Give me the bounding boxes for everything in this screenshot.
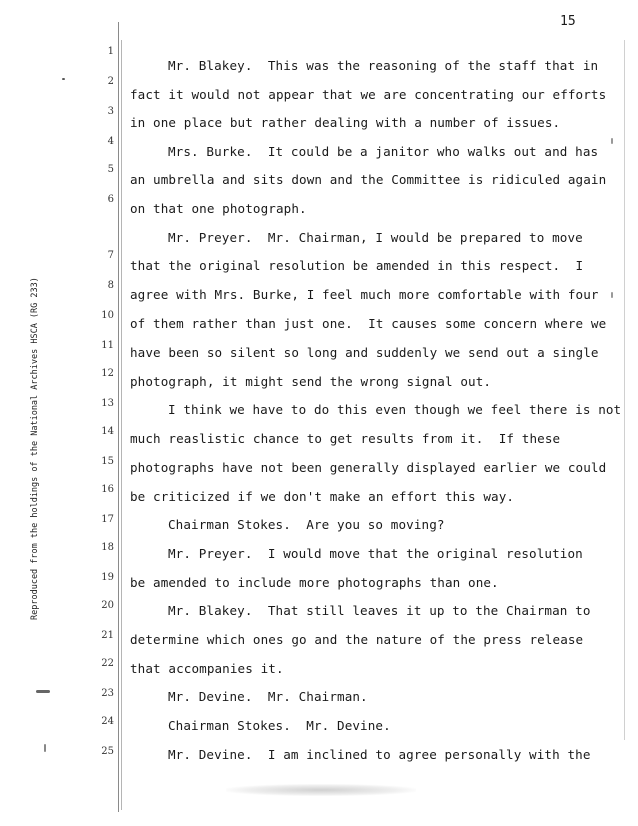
transcript-line: much reaslistic chance to get results from it. If these	[130, 431, 561, 446]
line-number: 25	[101, 746, 114, 757]
line-number: 21	[101, 630, 114, 641]
line-number: 4	[107, 136, 114, 147]
line-number: 3	[107, 106, 114, 117]
line-number: 12	[101, 368, 114, 379]
transcript-line: I think we have to do this even though we feel there is not	[168, 402, 622, 417]
line-number: 7	[107, 250, 114, 261]
transcript-line: fact it would not appear that we are concentrating our efforts	[130, 87, 607, 102]
right-margin-rule	[624, 40, 625, 740]
transcript-line: in one place but rather dealing with a number of issues.	[130, 115, 561, 130]
line-number: 8	[107, 280, 114, 291]
line-number: 19	[101, 572, 114, 583]
transcript-line: be amended to include more photographs than one.	[130, 575, 499, 590]
line-number: 13	[101, 398, 114, 409]
transcript-line: Mr. Devine. Mr. Chairman.	[168, 689, 368, 704]
transcript-line: be criticized if we don't make an effort this way.	[130, 489, 515, 504]
transcript-line: Mr. Preyer. Mr. Chairman, I would be prepared to move	[168, 230, 583, 245]
transcript-line: have been so silent so long and suddenly we send out a single	[130, 345, 599, 360]
transcript-line: Mr. Preyer. I would move that the original resolution	[168, 546, 583, 561]
archive-stamp-text: Reproduced from the holdings of the National Archives HSCA (RG 233)	[30, 277, 40, 620]
archive-stamp	[30, 80, 50, 620]
transcript-line: Mr. Blakey. That still leaves it up to the Chairman to	[168, 603, 591, 618]
transcript-line: Chairman Stokes. Mr. Devine.	[168, 718, 391, 733]
transcript-line: that the original resolution be amended in this respect. I	[130, 258, 584, 273]
line-number: 16	[101, 484, 114, 495]
line-number: 5	[107, 164, 114, 175]
line-number: 15	[101, 456, 114, 467]
line-number: 11	[101, 340, 114, 351]
scan-speck	[611, 138, 613, 144]
line-number: 22	[101, 658, 114, 669]
transcript-line: agree with Mrs. Burke, I feel much more comfortable with four	[130, 287, 599, 302]
transcript-line: Mr. Devine. I am inclined to agree personally with the	[168, 747, 591, 762]
transcript-line: determine which ones go and the nature of the press release	[130, 632, 584, 647]
line-number: 14	[101, 426, 114, 437]
transcript-line: Mr. Blakey. This was the reasoning of the staff that in	[168, 58, 599, 73]
transcript-line: on that one photograph.	[130, 201, 307, 216]
line-number: 10	[101, 310, 114, 321]
scan-mark	[44, 744, 46, 752]
transcript-line: Chairman Stokes. Are you so moving?	[168, 517, 445, 532]
transcript-line: Mrs. Burke. It could be a janitor who walks out and has	[168, 144, 599, 159]
scan-mark	[36, 690, 50, 693]
left-margin-rule	[118, 22, 119, 812]
scan-speck	[611, 292, 613, 298]
transcript-line: that accompanies it.	[130, 661, 284, 676]
line-number: 24	[101, 716, 114, 727]
line-number: 17	[101, 514, 114, 525]
scan-smudge	[226, 784, 416, 796]
transcript-line: photograph, it might send the wrong signal out.	[130, 374, 492, 389]
line-number: 20	[101, 600, 114, 611]
transcript-line: an umbrella and sits down and the Committee is ridiculed again	[130, 172, 607, 187]
line-number: 2	[107, 76, 114, 87]
transcript-line: of them rather than just one. It causes some concern where we	[130, 316, 607, 331]
line-number: 23	[101, 688, 114, 699]
page-number: 15	[560, 14, 576, 29]
line-number: 18	[101, 542, 114, 553]
transcript-line: photographs have not been generally displayed earlier we could	[130, 460, 607, 475]
line-number: 6	[107, 194, 114, 205]
scan-speck	[62, 78, 65, 80]
line-number: 1	[107, 46, 114, 57]
left-margin-rule-inner	[121, 40, 122, 810]
